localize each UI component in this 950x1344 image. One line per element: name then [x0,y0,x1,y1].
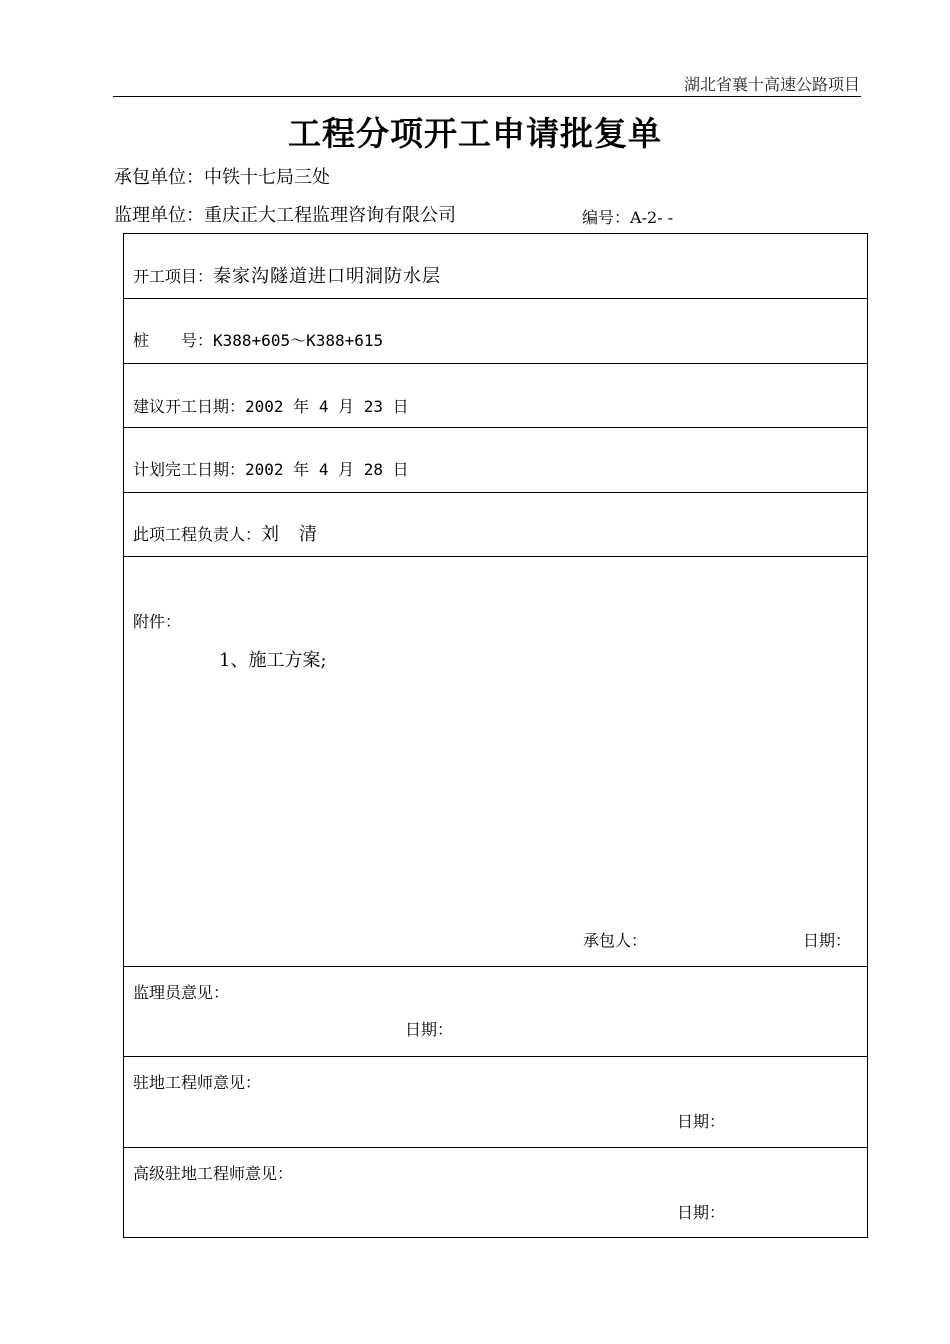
senior-engineer-date-label: 日期： [677,1203,726,1222]
finish-date-value: 2002 年 4 月 28 日 [245,460,409,479]
form-title: 工程分项开工申请批复单 [288,114,662,153]
row-resident-engineer-opinion [124,1057,867,1148]
project-header-note: 湖北省襄十高速公路项目 [683,75,860,94]
start-date-value: 2002 年 4 月 23 日 [245,397,409,416]
station-label: 桩 号： [133,331,214,350]
supervisor-line [114,203,674,229]
start-date-label: 建议开工日期： [133,397,246,416]
supervisor-label: 监理单位： [114,205,204,226]
form-number-label: 编号： [582,208,631,227]
row-attachments [124,557,867,967]
responsible-value: 刘 清 [261,524,319,545]
header-divider [113,96,861,97]
resident-engineer-date-label: 日期： [677,1112,726,1131]
row-responsible-person [124,493,867,557]
supervisor-date-label: 日期： [405,1020,454,1039]
form-number [582,205,673,231]
row-finish-date [124,428,867,493]
project-value: 秦家沟隧道进口明洞防水层 [213,266,442,287]
contractor-label: 承包单位： [114,167,204,188]
contractor-date-label: 日期： [803,931,852,950]
project-label: 开工项目： [133,267,214,286]
supervisor-value: 重庆正大工程监理咨询有限公司 [204,205,456,226]
row-station [124,299,867,364]
contractor-value: 中铁十七局三处 [204,167,330,188]
contractor-line [114,165,330,191]
responsible-label: 此项工程负责人： [133,525,262,544]
resident-engineer-label: 驻地工程师意见： [133,1073,262,1092]
row-project [124,234,867,299]
approval-form-table [123,233,868,1238]
attachment-item: 1、施工方案; [219,650,327,671]
station-value: K388+605～K388+615 [213,331,384,350]
contractor-sign-label: 承包人： [583,931,648,950]
form-number-value: A-2- - [630,208,674,227]
finish-date-label: 计划完工日期： [133,460,246,479]
attachment-label: 附件： [133,612,182,631]
row-start-date [124,364,867,428]
row-senior-engineer-opinion [124,1148,867,1238]
supervisor-opinion-label: 监理员意见： [133,983,230,1002]
senior-engineer-label: 高级驻地工程师意见： [133,1164,294,1183]
row-supervisor-opinion [124,967,867,1057]
